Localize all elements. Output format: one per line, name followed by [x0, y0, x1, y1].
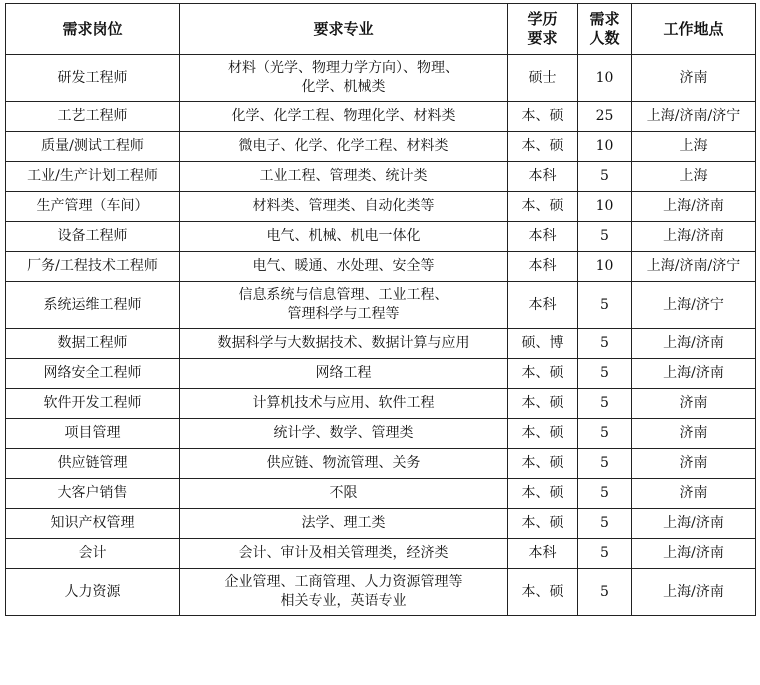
- table-row: [6, 539, 756, 569]
- cell-major: [180, 359, 508, 389]
- table-row: [6, 282, 756, 329]
- cell-major: [180, 569, 508, 616]
- cell-position: 工艺工程师: [6, 102, 180, 132]
- cell-major: [180, 192, 508, 222]
- cell-count: 5: [578, 162, 632, 192]
- cell-location: 上海/济南: [632, 222, 756, 252]
- cell-education: 本、硕: [508, 509, 578, 539]
- cell-count: 5: [578, 222, 632, 252]
- cell-major: [180, 222, 508, 252]
- cell-location: 上海/济南/济宁: [632, 102, 756, 132]
- cell-major-line: 管理科学与工程等: [287, 306, 400, 322]
- cell-count: 25: [578, 102, 632, 132]
- cell-education: 本、硕: [508, 449, 578, 479]
- cell-count: 10: [578, 55, 632, 102]
- cell-count: 5: [578, 389, 632, 419]
- cell-position: 工业/生产计划工程师: [6, 162, 180, 192]
- cell-position: 网络安全工程师: [6, 359, 180, 389]
- cell-location: 济南: [632, 479, 756, 509]
- table-row: [6, 419, 756, 449]
- cell-count: 10: [578, 192, 632, 222]
- table-row: [6, 359, 756, 389]
- cell-location: 济南: [632, 449, 756, 479]
- cell-major-line: 供应链、物流管理、关务: [266, 455, 421, 471]
- cell-major: [180, 162, 508, 192]
- cell-count: 5: [578, 449, 632, 479]
- table-row: [6, 569, 756, 616]
- cell-major-line: 材料（光学、物理力学方向）、物理、: [228, 60, 459, 76]
- cell-count: 5: [578, 359, 632, 389]
- cell-major: [180, 55, 508, 102]
- cell-location: 济南: [632, 419, 756, 449]
- cell-major: [180, 329, 508, 359]
- header-education-line1: 学历: [527, 10, 558, 28]
- cell-count: 5: [578, 509, 632, 539]
- cell-position: 质量/测试工程师: [6, 132, 180, 162]
- cell-count: 5: [578, 282, 632, 329]
- table-row: [6, 389, 756, 419]
- cell-count: 5: [578, 569, 632, 616]
- cell-major-line: 信息系统与信息管理、工业工程、: [238, 287, 449, 303]
- cell-location: 上海: [632, 132, 756, 162]
- table-row: [6, 479, 756, 509]
- cell-location: 上海/济南: [632, 192, 756, 222]
- header-education: [508, 4, 578, 55]
- cell-major: [180, 509, 508, 539]
- table-row: [6, 222, 756, 252]
- cell-education: 本科: [508, 539, 578, 569]
- cell-education: 本科: [508, 282, 578, 329]
- table-row: [6, 252, 756, 282]
- cell-location: 上海/济南: [632, 539, 756, 569]
- cell-location: 上海/济南: [632, 329, 756, 359]
- cell-major-line: 法学、理工类: [301, 515, 386, 531]
- cell-education: 本、硕: [508, 389, 578, 419]
- cell-position: 软件开发工程师: [6, 389, 180, 419]
- cell-position: 研发工程师: [6, 55, 180, 102]
- cell-count: 10: [578, 132, 632, 162]
- cell-position: 大客户销售: [6, 479, 180, 509]
- table-row: [6, 162, 756, 192]
- table-row: [6, 449, 756, 479]
- cell-location: 上海/济南: [632, 509, 756, 539]
- cell-count: 5: [578, 539, 632, 569]
- cell-major-line: 电气、机械、机电一体化: [266, 228, 421, 244]
- cell-education: 本科: [508, 252, 578, 282]
- cell-count: 10: [578, 252, 632, 282]
- cell-position: 数据工程师: [6, 329, 180, 359]
- cell-education: 硕士: [508, 55, 578, 102]
- cell-location: 上海/济南: [632, 569, 756, 616]
- cell-major-line: 数据科学与大数据技术、数据计算与应用: [217, 335, 470, 351]
- cell-location: 上海/济南/济宁: [632, 252, 756, 282]
- table-row: [6, 55, 756, 102]
- header-count-line2: 人数: [589, 29, 620, 47]
- cell-count: 5: [578, 419, 632, 449]
- cell-education: 本、硕: [508, 102, 578, 132]
- cell-education: 本、硕: [508, 419, 578, 449]
- cell-major: [180, 449, 508, 479]
- cell-major-line: 统计学、数学、管理类: [273, 425, 414, 441]
- cell-major: [180, 479, 508, 509]
- cell-major-line: 不限: [329, 485, 358, 501]
- header-major: 要求专业: [180, 4, 508, 55]
- cell-position: 设备工程师: [6, 222, 180, 252]
- cell-major: [180, 102, 508, 132]
- cell-education: 本、硕: [508, 192, 578, 222]
- header-count-line1: 需求: [589, 10, 620, 28]
- header-position: 需求岗位: [6, 4, 180, 55]
- table-row: [6, 102, 756, 132]
- cell-education: 本、硕: [508, 132, 578, 162]
- cell-major-line: 化学、化学工程、物理化学、材料类: [231, 108, 456, 124]
- cell-count: 5: [578, 329, 632, 359]
- cell-major-line: 相关专业，英语专业: [280, 593, 407, 609]
- table-row: [6, 509, 756, 539]
- cell-major: [180, 419, 508, 449]
- cell-location: 上海: [632, 162, 756, 192]
- header-count: [578, 4, 632, 55]
- cell-position: 人力资源: [6, 569, 180, 616]
- cell-count: 5: [578, 479, 632, 509]
- table-header-row: [6, 4, 756, 55]
- cell-location: 济南: [632, 55, 756, 102]
- cell-position: 供应链管理: [6, 449, 180, 479]
- cell-major-line: 网络工程: [315, 365, 372, 381]
- header-location: 工作地点: [632, 4, 756, 55]
- cell-major-line: 会计、审计及相关管理类，经济类: [238, 545, 449, 561]
- cell-position: 厂务/工程技术工程师: [6, 252, 180, 282]
- cell-location: 济南: [632, 389, 756, 419]
- cell-education: 本、硕: [508, 479, 578, 509]
- cell-position: 系统运维工程师: [6, 282, 180, 329]
- cell-major: [180, 252, 508, 282]
- cell-education: 硕、博: [508, 329, 578, 359]
- job-requirements-table: [5, 3, 756, 616]
- table-row: [6, 132, 756, 162]
- cell-major: [180, 539, 508, 569]
- cell-major-line: 工业工程、管理类、统计类: [259, 168, 428, 184]
- cell-major: [180, 389, 508, 419]
- header-education-line2: 要求: [527, 29, 558, 47]
- cell-education: 本科: [508, 222, 578, 252]
- cell-major-line: 微电子、化学、化学工程、材料类: [238, 138, 449, 154]
- cell-position: 会计: [6, 539, 180, 569]
- cell-location: 上海/济南: [632, 359, 756, 389]
- cell-position: 知识产权管理: [6, 509, 180, 539]
- cell-major-line: 计算机技术与应用、软件工程: [252, 395, 435, 411]
- cell-major: [180, 132, 508, 162]
- cell-major-line: 材料类、管理类、自动化类等: [252, 198, 435, 214]
- cell-major-line: 企业管理、工商管理、人力资源管理等: [224, 574, 463, 590]
- table-row: [6, 192, 756, 222]
- cell-education: 本科: [508, 162, 578, 192]
- cell-major: [180, 282, 508, 329]
- cell-education: 本、硕: [508, 359, 578, 389]
- cell-position: 项目管理: [6, 419, 180, 449]
- table-row: [6, 329, 756, 359]
- cell-location: 上海/济宁: [632, 282, 756, 329]
- cell-major-line: 化学、机械类: [301, 79, 386, 95]
- cell-major-line: 电气、暖通、水处理、安全等: [252, 258, 435, 274]
- cell-education: 本、硕: [508, 569, 578, 616]
- cell-position: 生产管理（车间）: [6, 192, 180, 222]
